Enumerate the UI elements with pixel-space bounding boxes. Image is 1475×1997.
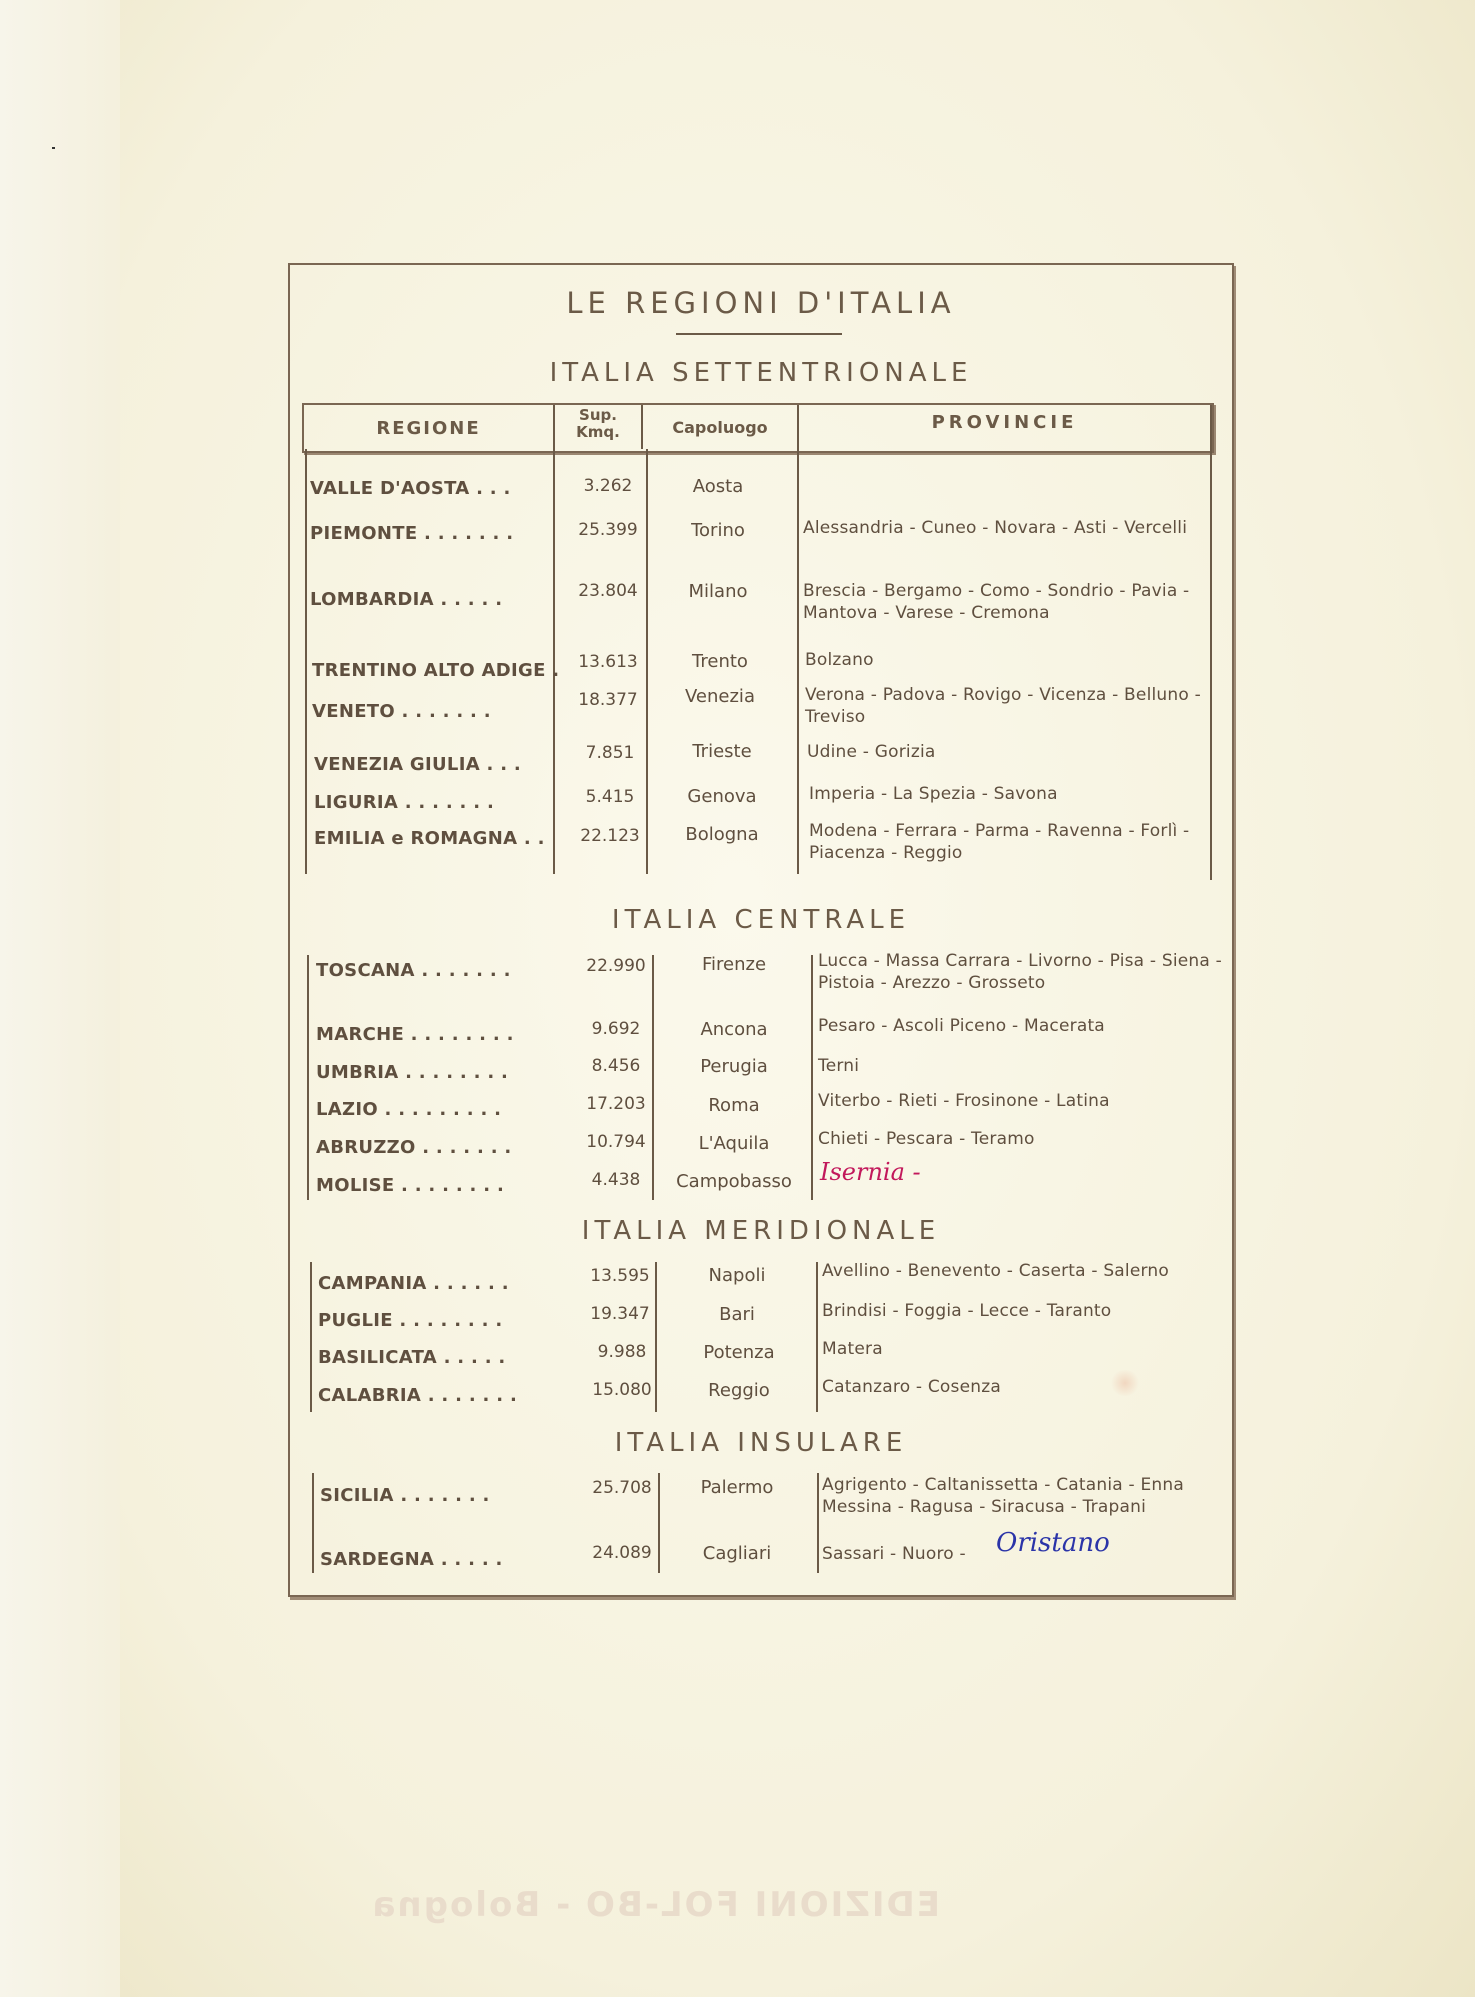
cell-sup: 17.203 [586, 1094, 646, 1114]
cell-regione: CALABRIA . . . . . . . [318, 1385, 518, 1406]
cell-regione: LOMBARDIA . . . . . [310, 589, 503, 610]
cell-capoluogo: Genova [687, 786, 757, 807]
cell-regione: SARDEGNA . . . . . [320, 1549, 503, 1570]
cell-regione: LIGURIA . . . . . . . [314, 792, 495, 813]
cell-capoluogo: L'Aquila [698, 1133, 770, 1154]
cell-provincie: Chieti - Pescara - Teramo [818, 1129, 1035, 1149]
header-superficie [555, 407, 641, 441]
column-rule [811, 955, 813, 1200]
column-rule [652, 955, 654, 1200]
cell-capoluogo: Campobasso [676, 1171, 792, 1192]
cell-provincie: Matera [822, 1339, 883, 1359]
column-rule [1210, 405, 1212, 880]
header-capoluogo: Capoluogo [672, 418, 768, 437]
cell-capoluogo: Firenze [701, 954, 767, 975]
cell-provincie: Alessandria - Cuneo - Novara - Asti - Vercelli [803, 518, 1188, 538]
cell-regione: TRENTINO ALTO ADIGE . [312, 660, 560, 681]
cell-provincie: Verona - Padova - Rovigo - Vicenza - Belluno - Treviso [805, 685, 1201, 727]
cell-sup: 7.851 [585, 743, 635, 763]
column-rule [305, 449, 307, 874]
cell-provincie: Imperia - La Spezia - Savona [809, 784, 1058, 804]
cell-provincie: Terni [818, 1056, 860, 1076]
cell-sup: 23.804 [578, 581, 638, 601]
cell-capoluogo: Bari [719, 1304, 755, 1325]
paper-stain [1110, 1370, 1140, 1396]
handwritten-note: Oristano [996, 1528, 1110, 1558]
cell-sup: 3.262 [583, 476, 633, 496]
cell-provincie: Udine - Gorizia [807, 742, 936, 762]
cell-capoluogo: Roma [708, 1095, 760, 1116]
cell-regione: ABRUZZO . . . . . . . [316, 1137, 512, 1158]
cell-sup: 22.990 [586, 956, 646, 976]
cell-regione: VENEZIA GIULIA . . . [314, 754, 522, 775]
section-title-insulare: ITALIA INSULARE [614, 1428, 908, 1458]
column-rule [816, 1262, 818, 1412]
cell-sup: 9.692 [591, 1019, 641, 1039]
cell-regione: PUGLIE . . . . . . . . [318, 1310, 503, 1331]
header-sup-line2: Kmq. [576, 423, 620, 441]
cell-regione: VALLE D'AOSTA . . . [310, 478, 511, 499]
publisher-footer: EDIZIONI FOL-BO - Bologna [370, 1885, 940, 1925]
cell-regione: EMILIA e ROMAGNA . . [314, 828, 545, 849]
cell-provincie: Brescia - Bergamo - Como - Sondrio - Pavia - Mantova - Varese - Cremona [803, 581, 1190, 623]
cell-capoluogo: Cagliari [702, 1543, 772, 1564]
cell-regione: TOSCANA . . . . . . . [316, 960, 511, 981]
cell-sup: 5.415 [585, 787, 635, 807]
column-rule [817, 1473, 819, 1573]
cell-capoluogo: Perugia [700, 1056, 768, 1077]
cell-provincie: Catanzaro - Cosenza [822, 1377, 1001, 1397]
cell-capoluogo: Trieste [692, 741, 752, 762]
cell-provincie: Avellino - Benevento - Caserta - Salerno [822, 1261, 1169, 1281]
cell-regione: VENETO . . . . . . . [312, 701, 491, 722]
cell-sup: 18.377 [578, 690, 638, 710]
section-title-settentrionale: ITALIA SETTENTRIONALE [549, 358, 973, 388]
cell-sup: 22.123 [580, 826, 640, 846]
cell-capoluogo: Venezia [685, 686, 755, 707]
cell-capoluogo: Napoli [708, 1265, 766, 1286]
cell-provincie: Lucca - Massa Carrara - Livorno - Pisa - Siena - Pistoia - Arezzo - Grosseto [818, 951, 1222, 993]
title-underline [676, 333, 842, 335]
cell-regione: PIEMONTE . . . . . . . [310, 523, 514, 544]
cell-regione: CAMPANIA . . . . . . [318, 1273, 509, 1294]
cell-sup: 19.347 [590, 1304, 650, 1324]
header-provincie: PROVINCIE [931, 412, 1078, 433]
cell-provincie: Agrigento - Caltanissetta - Catania - Enna Messina - Ragusa - Siracusa - Trapani [822, 1475, 1184, 1517]
page-title: LE REGIONI D'ITALIA [566, 286, 956, 320]
cell-provincie: Pesaro - Ascoli Piceno - Macerata [818, 1016, 1105, 1036]
cell-capoluogo: Palermo [700, 1477, 774, 1498]
cell-capoluogo: Aosta [692, 476, 744, 497]
cell-capoluogo: Milano [688, 581, 748, 602]
cell-regione: SICILIA . . . . . . . [320, 1485, 490, 1506]
handwritten-note: Isernia - [820, 1158, 921, 1186]
cell-regione: UMBRIA . . . . . . . . [316, 1062, 509, 1083]
cell-capoluogo: Ancona [700, 1019, 768, 1040]
cell-sup: 10.794 [586, 1132, 646, 1152]
cell-capoluogo: Reggio [708, 1380, 770, 1401]
cell-sup: 8.456 [591, 1056, 641, 1076]
cell-regione: BASILICATA . . . . . [318, 1347, 506, 1368]
cell-sup: 4.438 [591, 1170, 641, 1190]
cell-provincie: Modena - Ferrara - Parma - Ravenna - Forlì - Piacenza - Reggio [809, 821, 1190, 863]
column-rule [310, 1262, 312, 1412]
page-fold [0, 0, 120, 1997]
cell-provincie: Sassari - Nuoro - [822, 1544, 966, 1564]
section-title-centrale: ITALIA CENTRALE [611, 905, 911, 935]
cell-sup: 13.595 [590, 1266, 650, 1286]
header-regione: REGIONE [376, 418, 481, 439]
cell-sup: 25.708 [592, 1478, 652, 1498]
header-sup-line1: Sup. [579, 406, 617, 424]
cell-regione: MOLISE . . . . . . . . [316, 1175, 505, 1196]
cell-capoluogo: Potenza [703, 1342, 775, 1363]
column-rule [312, 1473, 314, 1573]
ink-speck [52, 147, 55, 149]
cell-regione: LAZIO . . . . . . . . . [316, 1099, 502, 1120]
cell-sup: 25.399 [578, 520, 638, 540]
section-title-meridionale: ITALIA MERIDIONALE [581, 1216, 941, 1246]
cell-capoluogo: Bologna [685, 824, 759, 845]
cell-capoluogo: Torino [691, 520, 745, 541]
cell-sup: 24.089 [592, 1543, 652, 1563]
column-rule [797, 449, 799, 874]
cell-capoluogo: Trento [692, 651, 748, 672]
cell-sup: 9.988 [597, 1342, 647, 1362]
cell-provincie: Brindisi - Foggia - Lecce - Taranto [822, 1301, 1112, 1321]
cell-sup: 13.613 [578, 652, 638, 672]
cell-sup: 15.080 [592, 1380, 652, 1400]
cell-provincie: Viterbo - Rieti - Frosinone - Latina [818, 1091, 1110, 1111]
cell-provincie: Bolzano [805, 650, 874, 670]
cell-regione: MARCHE . . . . . . . . [316, 1024, 514, 1045]
column-rule [307, 955, 309, 1200]
